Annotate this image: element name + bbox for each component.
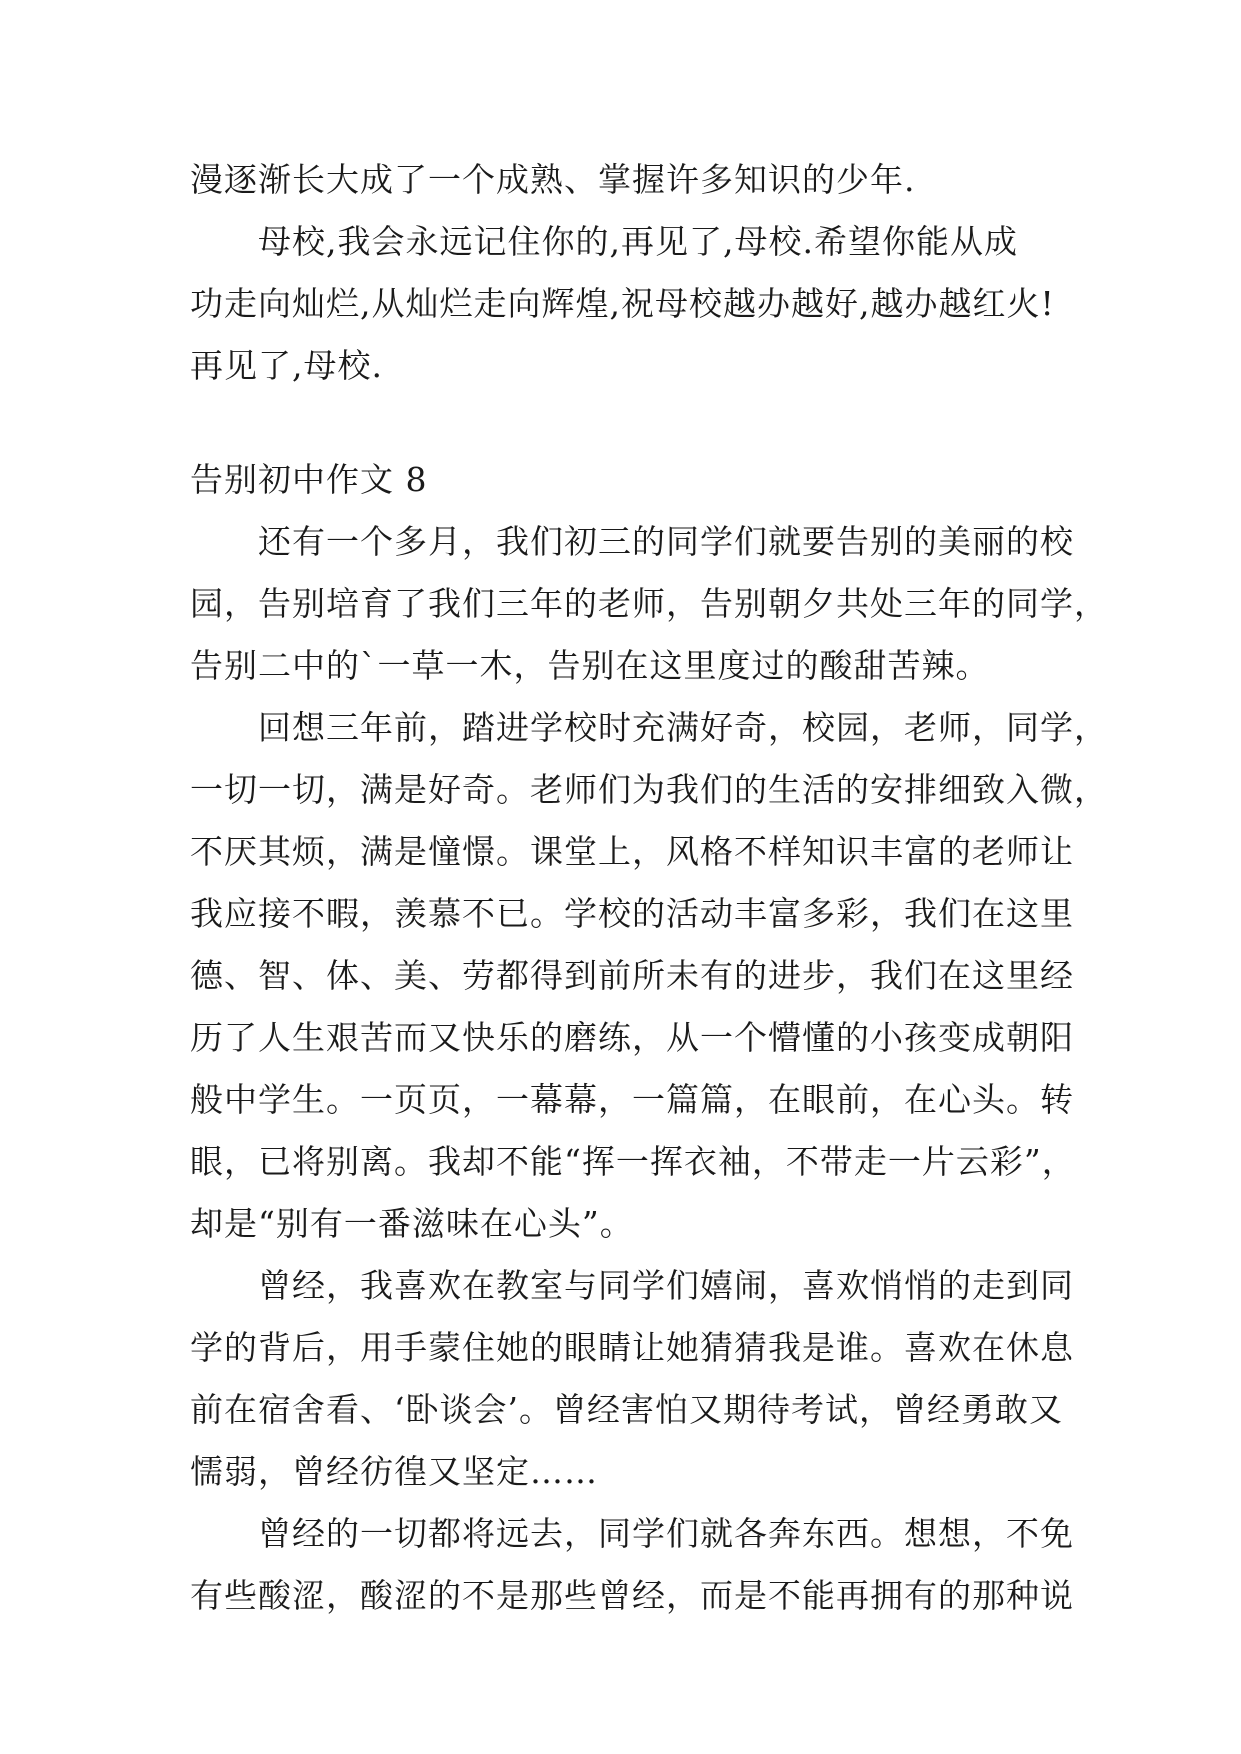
text-line: 功走向灿烂,从灿烂走向辉煌,祝母校越办越好,越办越红火! <box>190 284 1055 323</box>
text-line: 历了人生艰苦而又快乐的磨练，从一个懵懂的小孩变成朝阳 <box>190 1018 1074 1057</box>
text-line: 曾经的一切都将远去，同学们就各奔东西。想想，不免 <box>258 1514 1074 1553</box>
text-line: 德、智、体、美、劳都得到前所未有的进步，我们在这里经 <box>190 956 1074 995</box>
text-line: 懦弱，曾经彷徨又坚定…… <box>190 1452 598 1491</box>
text-line: 曾经，我喜欢在教室与同学们嬉闹，喜欢悄悄的走到同 <box>258 1266 1074 1305</box>
text-line: 还有一个多月，我们初三的同学们就要告别的美丽的校 <box>258 522 1074 561</box>
text-line: 告别二中的`一草一木，告别在这里度过的酸甜苦辣。 <box>190 646 990 685</box>
text-line: 般中学生。一页页，一幕幕，一篇篇，在眼前，在心头。转 <box>190 1080 1074 1119</box>
text-line: 园，告别培育了我们三年的老师，告别朝夕共处三年的同学， <box>190 584 1108 623</box>
text-line: 我应接不暇，羡慕不已。学校的活动丰富多彩，我们在这里 <box>190 894 1074 933</box>
section-heading: 告别初中作文 8 <box>190 460 428 499</box>
text-line: 一切一切，满是好奇。老师们为我们的生活的安排细致入微， <box>190 770 1108 809</box>
text-line: 却是“别有一番滋味在心头”。 <box>190 1204 634 1243</box>
text-line: 再见了,母校. <box>190 346 383 385</box>
text-line: 前在宿舍看、‘卧谈会’。曾经害怕又期待考试，曾经勇敢又 <box>190 1390 1063 1429</box>
text-line: 学的背后，用手蒙住她的眼睛让她猜猜我是谁。喜欢在休息 <box>190 1328 1074 1367</box>
text-line: 不厌其烦，满是憧憬。课堂上，风格不样知识丰富的老师让 <box>190 832 1074 871</box>
text-line: 眼，已将别离。我却不能“挥一挥衣袖，不带走一片云彩”， <box>190 1142 1076 1181</box>
text-line: 有些酸涩，酸涩的不是那些曾经，而是不能再拥有的那种说 <box>190 1576 1074 1615</box>
text-line: 漫逐渐长大成了一个成熟、掌握许多知识的少年. <box>190 160 916 199</box>
text-line: 母校,我会永远记住你的,再见了,母校.希望你能从成 <box>258 222 1018 261</box>
text-line: 回想三年前，踏进学校时充满好奇，校园，老师，同学， <box>258 708 1108 747</box>
